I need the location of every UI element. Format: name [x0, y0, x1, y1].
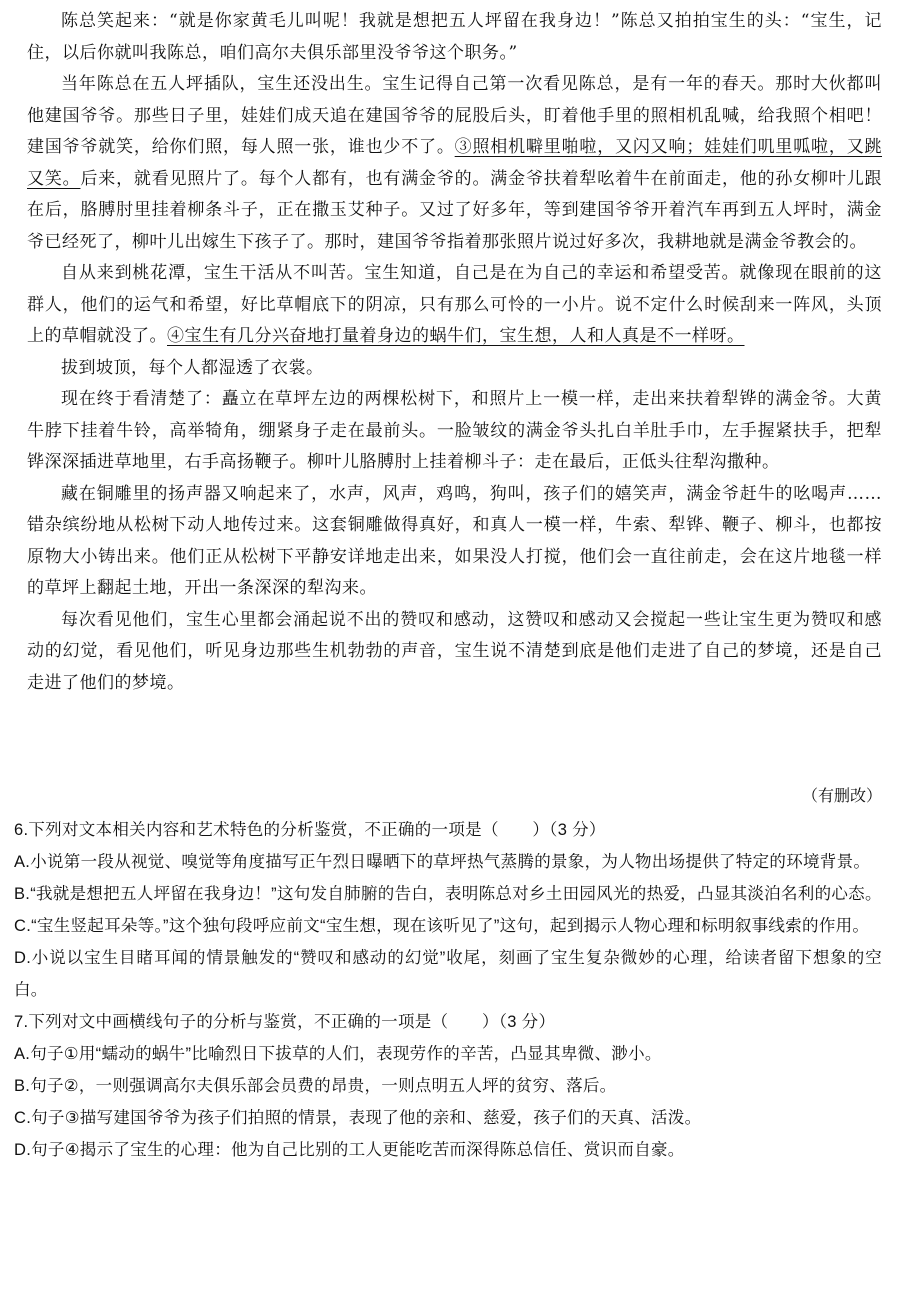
- question-7-option-b: B.句子②，一则强调高尔夫俱乐部会员费的昂贵，一则点明五人坪的贫穷、落后。: [14, 1077, 617, 1095]
- question-6-option-d: D.小说以宝生目睹耳闻的情景触发的“赞叹和感动的幻觉”收尾，刻画了宝生复杂微妙的心理，给读者留下想象的空白。: [14, 949, 882, 999]
- question-6-option-a: A.小说第一段从视觉、嗅觉等角度描写正午烈日曝晒下的草坪热气蒸腾的景象，为人物出场提供了特定的环境背景。: [14, 853, 871, 871]
- story-paragraph-6: [27, 479, 882, 605]
- question-7-stem: 7.下列对文中画横线句子的分析与鉴赏，不正确的一项是（ ）（3 分）: [14, 1013, 556, 1031]
- question-7-option-c: C.句子③描写建国爷爷为孩子们拍照的情景，表现了他的亲和、慈爱，孩子们的天真、活泼。: [14, 1109, 702, 1127]
- question-6-option-c: C.“宝生竖起耳朵等。”这个独句段呼应前文“宝生想，现在该听见了”这句，起到揭示人物心理和标明叙事线索的作用。: [14, 917, 870, 935]
- paragraph-text: 现在终于看清楚了：矗立在草坪左边的两棵松树下，和照片上一模一样，走出来扶着犁铧的满金爷。大黄牛脖下挂着牛铃，高举犄角，绷紧身子走在最前头。一脸皱纹的满金爷头扎白羊肚手巾，左手握紧扶手，把犁铧深深插进草地里，右手高扬鞭子。柳叶儿胳膊肘上挂着柳斗子：走在最后，正低头往犁沟撒种。: [27, 389, 882, 472]
- story-paragraph-5: [27, 384, 882, 479]
- source-note: （有删改）: [801, 786, 882, 805]
- underlined-sentence-4: ④宝生有几分兴奋地打量着身边的蜗牛们，宝生想，人和人真是不一样呀。: [167, 326, 745, 346]
- paragraph-text: 藏在铜雕里的扬声器又响起来了，水声，风声，鸡鸣，狗叫，孩子们的嬉笑声，满金爷赶牛的吆喝声……错杂缤纷地从松树下动人地传过来。这套铜雕做得真好，和真人一模一样，牛索、犁铧、鞭子、柳斗，也都按原物大小铸出来。他们正从松树下平静安详地走出来，如果没人打搅，他们会一直往前走，会在这片地毯一样的草坪上翻起土地，开出一条深深的犁沟来。: [27, 483, 882, 598]
- story-paragraph-3: [27, 258, 882, 353]
- questions-section: [14, 814, 882, 1166]
- story-paragraph-1: [27, 6, 882, 69]
- paragraph-text: 后来，就看见照片了。每个人都有，也有满金爷的。满金爷扶着犁吆着牛在前面走，他的孙女柳叶儿跟在后，胳膊肘里挂着柳条斗子，正在撒玉艾种子。又过了好多年，等到建国爷爷开着汽车再到五人坪时，满金爷已经死了，柳叶儿出嫁生下孩子了。那时，建国爷爷指着那张照片说过好多次，我耕地就是满金爷教会的。: [27, 168, 883, 252]
- paragraph-text: 当年陈总在五人坪插队，宝生还没出生。宝生记得自己第一次看见陈总，是有一年的春天。那时大伙都叫他建国爷爷。那些日子里，娃娃们成天追在建国爷爷的屁股后头，盯着他手里的照相机乱喊，给我照个相吧！建国爷爷就笑，给你们照，每人照一张，谁也少不了。: [27, 74, 882, 157]
- story-paragraph-7: [27, 605, 882, 700]
- underlined-sentence-3: ③照相机噼里啪啦，又闪又响；娃娃们叽里呱啦，又跳又笑。: [27, 137, 883, 189]
- question-7-option-a: A.句子①用“蠕动的蜗牛”比喻烈日下拔草的人们，表现劳作的辛苦，凸显其卑微、渺小。: [14, 1045, 662, 1063]
- question-6-option-b: B.“我就是想把五人坪留在我身边！”这句发自肺腑的告白，表明陈总对乡土田园风光的热爱，凸显其淡泊名利的心态。: [14, 885, 882, 903]
- question-6-stem: 6.下列对文本相关内容和艺术特色的分析鉴赏，不正确的一项是（ ）（3 分）: [14, 821, 606, 839]
- paragraph-text: 每次看见他们，宝生心里都会涌起说不出的赞叹和感动，这赞叹和感动又会搅起一些让宝生更为赞叹和感动的幻觉，看见他们，听见身边那些生机勃勃的声音，宝生说不清楚到底是他们走进了自己的梦境，还是自己走进了他们的梦境。: [27, 609, 882, 693]
- question-7-option-d: D.句子④揭示了宝生的心理：他为自己比别的工人更能吃苦而深得陈总信任、赏识而自豪。: [14, 1141, 685, 1159]
- story-paragraph-2: [27, 69, 882, 258]
- paragraph-text: 拔到坡顶，每个人都湿透了衣裳。: [61, 357, 324, 378]
- story-text: [27, 6, 882, 699]
- story-paragraph-4: [27, 353, 882, 385]
- paragraph-text: 自从来到桃花潭，宝生干活从不叫苦。宝生知道，自己是在为自己的幸运和希望受苦。就像现在眼前的这群人，他们的运气和希望，好比草帽底下的阴凉，只有那么可怜的一小片。说不定什么时候刮来一阵风，头顶上的草帽就没了。: [27, 263, 882, 346]
- paragraph-text: 陈总笑起来：“就是你家黄毛儿叫呢！我就是想把五人坪留在我身边！”陈总又拍拍宝生的头：“宝生，记住，以后你就叫我陈总，咱们高尔夫俱乐部里没爷爷这个职务。”: [27, 11, 882, 63]
